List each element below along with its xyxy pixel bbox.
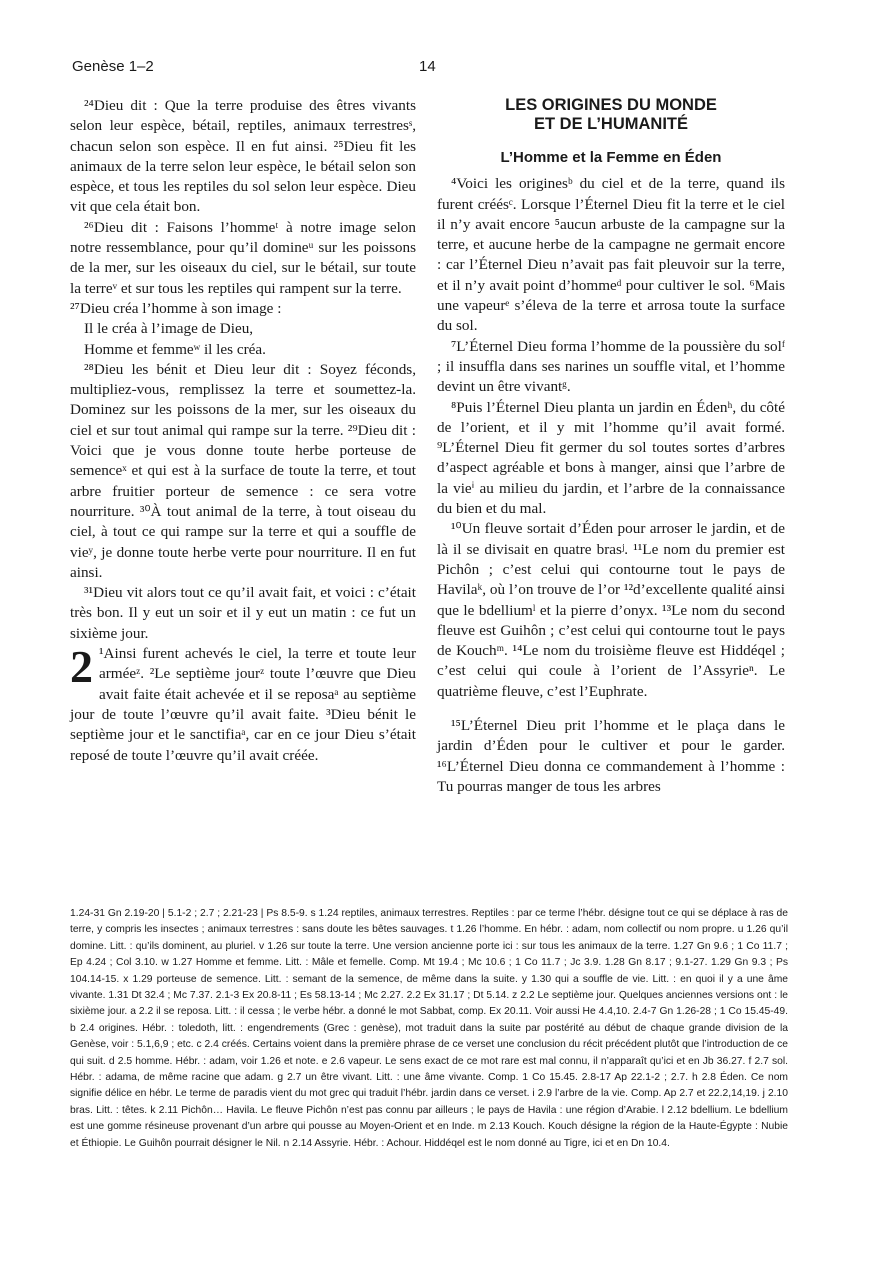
verse-paragraph: ³¹Dieu vit alors tout ce qu’il avait fait, et voici : c’était très bon. Il y eut un soir et il y eut un matin : ce fut un sixième jour. — [70, 584, 416, 642]
poem-line: ²⁷Dieu créa l’homme à son image : — [70, 299, 282, 317]
verse-paragraph: ¹⁰Un fleuve sortait d’Éden pour arroser le jardin, et de là il se divisait en quatre brasʲ. ¹¹Le nom du premier est Pichôn ; c’est celui qui contourne tout le pays de Havilaᵏ, où l’on trouve de l’or ¹²d’excellente qualité ainsi que le bdelliumˡ et la pierre d’onyx. ¹³Le nom du second fleuve est Guihôn ; c’est celui qui contourne tout le pays de Kouchᵐ. ¹⁴Le nom du troisième fleuve est Hiddéqel ; c’est celui qui coule à l’orient de l’Assyrieⁿ. Le quatrième fleuve, c’est l’Euphrate. — [437, 520, 785, 700]
footnotes — [70, 906, 788, 1152]
verse-paragraph: ²⁶Dieu dit : Faisons l’hommeᵗ à notre image selon notre ressemblance, pour qu’il domineᵘ sur les poissons de la mer, sur les oiseaux du ciel, sur le bétail, sur toute la terreᵛ et sur tous les reptiles qui rampent sur la terre. — [70, 218, 416, 297]
footnotes-text: 1.24-31 Gn 2.19-20 | 5.1-2 ; 2.7 ; 2.21-23 | Ps 8.5-9. s 1.24 reptiles, animaux terrestres. Reptiles : par ce terme l’hébr. désigne tout ce qui se déplace à ras de terre, y compris les insectes ; animaux terrestres : sans doute les bêtes sauvages. t 1.26 l’homme. En hébr. : adam, nom collectif ou nom propre. u 1.26 qu’il domine. Litt. : qu’ils dominent, au pluriel. v 1.26 sur toute la terre. Une version ancienne porte ici : sur tous les animaux de la terre. 1.27 Gn 9.6 ; 1 Co 11.7 ; Ep 4.24 ; Col 3.10. w 1.27 Homme et femme. Litt. : Mâle et femelle. Comp. Mt 19.4 ; Mc 10.6 ; 1 Co 11.7 ; Jc 3.9. 1.28 Gn 8.17 ; 9.1-27. 1.29 Gn 9.3 ; Ps 104.14-15. x 1.29 porteuse de semence. Litt. : semant de la semence, de même dans la suite. y 1.30 qui a souffle de vie. Litt. : en quoi il y a une âme vivante. 1.31 Dt 32.4 ; Mc 7.37. 2.1-3 Ex 20.8-11 ; Es 58.13-14 ; Mc 2.27. 2.2 Ex 31.17 ; Dt 5.14. z 2.2 Le septième jour. Quelques anciennes versions ont : le sixième jour. a 2.2 il se reposa. Litt. : il cessa ; le verbe hébr. a donné le mot Sabbat, comp. Ex 20.11. Voir aussi He 4.4,10. 2.4-7 Gn 1.26-28 ; 1 Co 15.45-49. b 2.4 origines. Hébr. : toledoth, litt. : engendrements (Grec : genèse), mot traduit dans la suite par postérité au début de chaque grande division de la Genèse, voir : 5.1,6,9 ; etc. c 2.4 créés. Certains voient dans la première phrase de ce verset une conclusion du récit précédent plutôt que l’introduction de ce qui suit. d 2.5 homme. Hébr. : adam, voir 1.26 et note. e 2.6 vapeur. Le sens exact de ce mot rare est mal connu, il n’apparaît qu’ici et en Jb 36.27. f 2.7 sol. Hébr. : adama, de même racine que adam. g 2.7 un être vivant. Litt. : une âme vivante. Comp. 1 Co 15.45. 2.8-17 Ap 22.1-2 ; 2.7. h 2.8 Éden. Ce nom signifie délice en hébr. Le terme de paradis vient du mot grec qui traduit l’hébr. jardin dans ce verset. i 2.9 l’arbre de la vie. Comp. Ap 2.7 et 22.2,14,19. j 2.10 bras. Litt. : têtes. k 2.11 Pichôn… Havila. Le fleuve Pichôn n’est pas connu par ailleurs ; le pays de Havila : une région d’Arabie. l 2.12 bdellium. Le bdellium est une gomme résineuse provenant d’un arbre qui pousse au Moyen-Orient et en Inde. m 2.13 Kouch. Kouch désigne la région de la Haute-Égypte : Nubie et Éthiopie. Le Guihôn pourrait désigner le Nil. n 2.14 Assyrie. Hébr. : Achour. Hiddéqel est le nom donné au Tigre, ici et en Dn 10.4. — [70, 908, 788, 1149]
verse-paragraph: ¹Ainsi furent achevés le ciel, la terre et toute leur arméeᶻ. ²Le septième jourᶻ toute l’œuvre que Dieu avait faite était achevée et il se reposaᵃ au septième jour de toute l’œuvre qu’il avait faite. ³Dieu bénit le septième jour et le sanctifiaᵃ, car en ce jour Dieu s’était reposé de toute l’œuvre qu’il avait créée. — [70, 645, 416, 764]
chapter-number: 2 — [70, 641, 93, 693]
verse-paragraph: ⁴Voici les originesᵇ du ciel et de la terre, quand ils furent créésᶜ. Lorsque l’Éternel Dieu fit la terre et le ciel il n’y avait encore ⁵aucun arbuste de la campagne sur la terre, et aucune herbe de la campagne ne germait encore : car l’Éternel Dieu n’avait pas fait pleuvoir sur la terre, et il n’y avait point d’hommeᵈ pour cultiver le sol. ⁶Mais une vapeurᵉ s’éleva de la terre et arrosa toute la surface du sol. — [437, 175, 785, 335]
verse-paragraph: ⁷L’Éternel Dieu forma l’homme de la poussière du solᶠ ; il insuffla dans ses narines un souffle vital, et l’homme devint un être vivantᵍ. — [437, 337, 785, 396]
poem-line: Il le créa à l’image de Dieu, — [84, 320, 254, 338]
page-number: 14 — [419, 58, 436, 75]
section-title-line: ET DE L’HUMANITÉ — [533, 115, 688, 133]
right-column — [437, 96, 785, 797]
verse-paragraph: ¹⁵L’Éternel Dieu prit l’homme et le plaça dans le jardin d’Éden pour le cultiver et pour le garder. ¹⁶L’Éternel Dieu donna ce commandement à l’homme : Tu pourras manger de tous les arbres — [437, 717, 785, 795]
verse-paragraph: ²⁸Dieu les bénit et Dieu leur dit : Soyez féconds, multipliez-vous, remplissez la terre et soumettez-la. Dominez sur les poissons de la mer, sur les oiseaux du ciel et sur tout animal qui rampe sur la terre. ²⁹Dieu dit : Voici que je vous donne toute herbe porteuse de semenceˣ et qui est à la surface de toute la terre, et tout arbre fruitier porteur de semence : ce sera votre nourriture. ³⁰À tout animal de la terre, à tout oiseau du ciel, à tout ce qui rampe sur la terre et qui a souffle de vieʸ, je donne toute herbe verte pour nourriture. Il en fut ainsi. — [70, 360, 416, 581]
verse-paragraph: ⁸Puis l’Éternel Dieu planta un jardin en Édenʰ, du côté de l’orient, et il y mit l’homme qu’il avait formé. ⁹L’Éternel Dieu fit germer du sol toutes sortes d’arbres d’aspect agréable et bons à manger, ainsi que l’arbre de la vieⁱ au milieu du jardin, et l’arbre de la connaissance du bien et du mal. — [437, 398, 785, 518]
subsection-title: L’Homme et la Femme en Éden — [500, 149, 722, 166]
page-header — [72, 58, 812, 82]
verse-paragraph: ²⁴Dieu dit : Que la terre produise des êtres vivants selon leur espèce, bétail, reptiles, animaux terrestresˢ, chacun selon son espèce. Il en fut ainsi. ²⁵Dieu fit les animaux de la terre selon leur espèce, le bétail selon son espèce, et tous les reptiles du sol selon leur espèce. Dieu vit que cela était bon. — [70, 97, 416, 216]
poem-line: Homme et femmeʷ il les créa. — [84, 340, 266, 358]
section-title — [437, 96, 785, 134]
left-column — [70, 96, 416, 766]
running-head: Genèse 1–2 — [72, 58, 154, 75]
section-title-line: LES ORIGINES DU MONDE — [505, 96, 717, 114]
chapter-2-block — [70, 641, 416, 766]
